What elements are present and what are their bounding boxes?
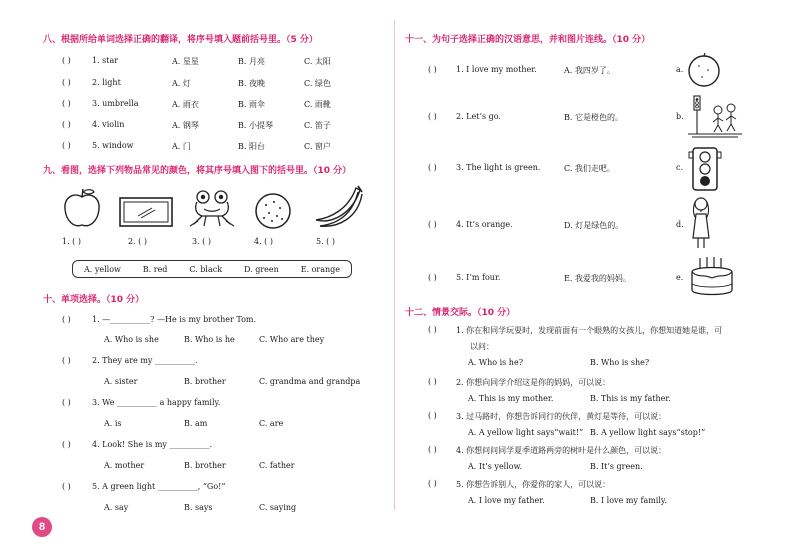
traffic-light-icon	[688, 146, 722, 192]
answer-blank[interactable]: ( )	[428, 445, 437, 454]
option-b: B. I love my family.	[590, 496, 667, 505]
option-b: B. Who is she?	[590, 358, 650, 367]
color-option: E. orange	[300, 264, 341, 274]
option-c: C. saying	[259, 503, 297, 512]
picture-answer-slot[interactable]: 4. ( )	[254, 237, 273, 246]
picture-label: a.	[676, 65, 684, 74]
answer-blank[interactable]: ( )	[62, 99, 71, 108]
option-a: A. 灯	[172, 79, 191, 88]
color-option: B. red	[142, 264, 168, 274]
answer-blank[interactable]: ( )	[62, 398, 71, 407]
color-option: A. yellow	[83, 264, 121, 274]
sentence-text: 4. It’s orange.	[456, 220, 513, 229]
section9-title: 九、看图，选择下列物品常见的颜色，将其序号填入图下的括号里。（10 分）	[43, 166, 352, 176]
mother-figure-icon	[688, 196, 714, 250]
option-a: A. I love my father.	[468, 496, 545, 505]
scenario-line: 5. 你想告诉别人，你爱你的家人，可以说：	[456, 480, 611, 489]
question-text: 2. They are my __________.	[92, 356, 198, 365]
option-a: A. 门	[172, 142, 191, 151]
section8-title: 八、根据所给单词选择正确的翻译，将序号填入题前括号里。（5 分）	[43, 35, 318, 45]
answer-blank[interactable]: ( )	[428, 220, 437, 229]
color-options-box	[72, 260, 352, 278]
option-b: B. brother	[184, 377, 226, 386]
picture-label: d.	[676, 220, 684, 229]
scenario-line: 4. 你想问问同学夏季道路两旁的树叶是什么颜色，可以说：	[456, 446, 667, 455]
chinese-meaning: C. 我们走吧。	[564, 164, 615, 173]
option-c: C. grandma and grandpa	[259, 377, 361, 386]
page-divider	[394, 20, 395, 510]
option-c: C. are	[259, 419, 284, 428]
option-b: B. It’s green.	[590, 462, 643, 471]
option-c: C. father	[259, 461, 295, 470]
option-a: A. This is my mother.	[468, 394, 554, 403]
option-a: A. 钢琴	[172, 121, 199, 130]
option-a: A. Who is he?	[468, 358, 523, 367]
sentence-text: 2. Let’s go.	[456, 112, 501, 121]
question-text: 3. umbrella	[92, 99, 139, 108]
answer-blank[interactable]: ( )	[428, 273, 437, 282]
option-c: C. Who are they	[259, 335, 325, 344]
answer-blank[interactable]: ( )	[62, 56, 71, 65]
option-a: A. It’s yellow.	[468, 462, 523, 471]
answer-blank[interactable]: ( )	[428, 377, 437, 386]
color-option: C. black	[189, 264, 223, 274]
question-text: 1. —__________? —He is my brother Tom.	[92, 315, 257, 324]
answer-blank[interactable]: ( )	[428, 163, 437, 172]
chinese-meaning: D. 灯是绿色的。	[564, 221, 624, 230]
answer-blank[interactable]: ( )	[62, 356, 71, 365]
option-b: B. 阳台	[238, 142, 265, 151]
option-a: A. mother	[104, 461, 145, 470]
answer-blank[interactable]: ( )	[428, 65, 437, 74]
picture-answer-slot[interactable]: 2. ( )	[128, 237, 147, 246]
option-a: A. A yellow light says“wait!”	[468, 428, 584, 437]
scenario-line: 1. 你在和同学玩耍时，发现前面有一个眼熟的女孩儿，你想知道她是谁，可	[456, 326, 723, 335]
scenario-line: 3. 过马路时，你想告诉同行的伙伴，黄灯是等待，可以说：	[456, 412, 667, 421]
kids-crossing-street-icon	[688, 94, 742, 138]
picture-label: e.	[676, 273, 684, 282]
picture-answer-slot[interactable]: 5. ( )	[316, 237, 335, 246]
answer-blank[interactable]: ( )	[62, 78, 71, 87]
answer-blank[interactable]: ( )	[62, 141, 71, 150]
option-c: C. 窗户	[304, 142, 331, 151]
question-text: 1. star	[92, 56, 119, 65]
answer-blank[interactable]: ( )	[62, 315, 71, 324]
scenario-line: 2. 你想向同学介绍这是你的妈妈，可以说：	[456, 378, 611, 387]
option-b: B. 月亮	[238, 57, 265, 66]
orange-fruit-icon	[686, 52, 722, 88]
option-c: C. 雨靴	[304, 100, 331, 109]
sentence-text: 1. I love my mother.	[456, 65, 537, 74]
option-b: B. A yellow light says“stop!”	[590, 428, 706, 437]
answer-blank[interactable]: ( )	[428, 325, 437, 334]
option-b: B. am	[184, 419, 208, 428]
frog-icon	[188, 188, 236, 230]
question-text: 5. window	[92, 141, 134, 150]
option-c: C. 绿色	[304, 79, 331, 88]
orange-icon	[252, 190, 294, 230]
apple-icon	[60, 186, 104, 230]
option-c: C. 笛子	[304, 121, 331, 130]
page-number: 8	[32, 517, 52, 537]
option-c: C. 太阳	[304, 57, 331, 66]
option-a: A. 雨衣	[172, 100, 199, 109]
option-a: A. Who is she	[104, 335, 159, 344]
option-b: B. Who is he	[184, 335, 235, 344]
picture-answer-slot[interactable]: 3. ( )	[192, 237, 211, 246]
color-option: D. green	[243, 264, 279, 274]
option-a: A. 星星	[172, 57, 199, 66]
option-b: B. says	[184, 503, 213, 512]
birthday-cake-icon	[688, 254, 736, 298]
question-text: 4. Look! She is my __________.	[92, 440, 213, 449]
chinese-meaning: E. 我爱我的妈妈。	[564, 274, 631, 283]
option-b: B. brother	[184, 461, 226, 470]
scenario-line: 以问：	[470, 342, 494, 351]
picture-label: c.	[676, 163, 684, 172]
picture-answer-slot[interactable]: 1. ( )	[62, 237, 81, 246]
question-text: 2. light	[92, 78, 121, 87]
question-text: 4. violin	[92, 120, 125, 129]
chinese-meaning: B. 它是橙色的。	[564, 113, 623, 122]
chinese-meaning: A. 我四岁了。	[564, 66, 615, 75]
sentence-text: 5. I’m four.	[456, 273, 501, 282]
answer-blank[interactable]: ( )	[62, 120, 71, 129]
question-text: 3. We __________ a happy family.	[92, 398, 221, 407]
answer-blank[interactable]: ( )	[428, 112, 437, 121]
option-b: B. This is my father.	[590, 394, 671, 403]
question-text: 5. A green light __________, “Go!”	[92, 482, 226, 491]
answer-blank[interactable]: ( )	[428, 479, 437, 488]
sentence-text: 3. The light is green.	[456, 163, 541, 172]
option-a: A. is	[104, 419, 122, 428]
blackboard-icon	[118, 196, 174, 230]
option-b: B. 小提琴	[238, 121, 273, 130]
answer-blank[interactable]: ( )	[62, 482, 71, 491]
bananas-icon	[312, 184, 366, 230]
option-a: A. say	[104, 503, 129, 512]
option-a: A. sister	[104, 377, 138, 386]
option-b: B. 夜晚	[238, 79, 265, 88]
section10-title: 十、单项选择。（10 分）	[43, 295, 145, 305]
answer-blank[interactable]: ( )	[62, 440, 71, 449]
option-b: B. 雨伞	[238, 100, 265, 109]
section12-title: 十二、情景交际。（10 分）	[405, 308, 516, 318]
picture-label: b.	[676, 112, 684, 121]
answer-blank[interactable]: ( )	[428, 411, 437, 420]
section11-title: 十一、为句子选择正确的汉语意思，并和图片连线。（10 分）	[405, 35, 651, 45]
